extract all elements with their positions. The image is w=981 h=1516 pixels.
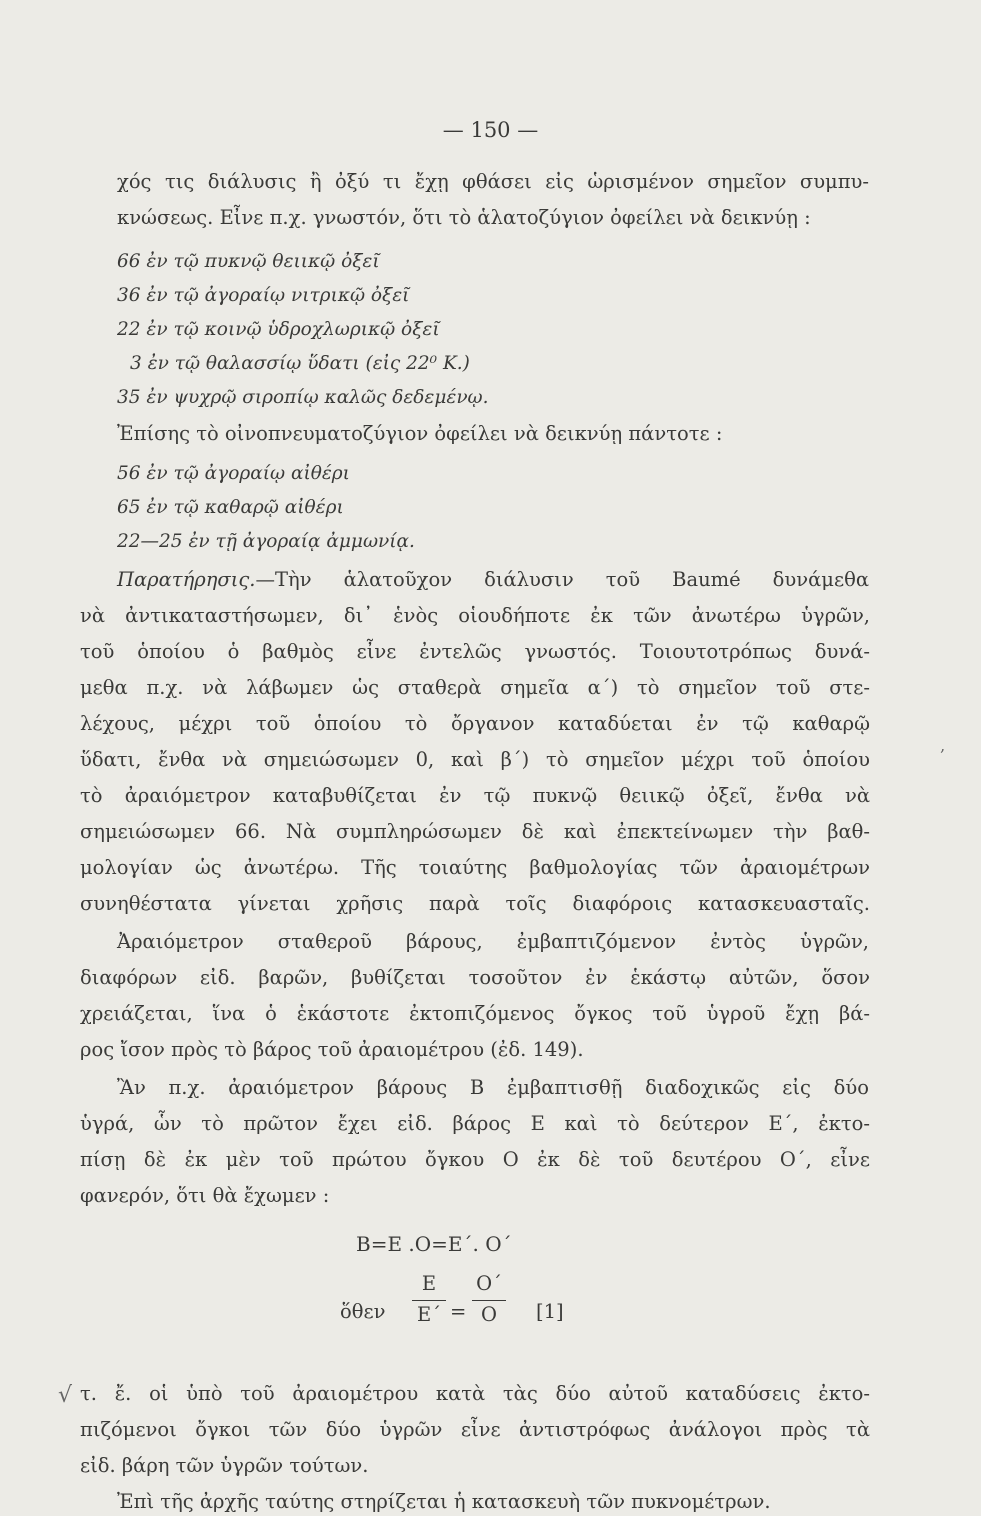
para3-line: ὑγρά, ὧν τὸ πρῶτον ἔχει εἰδ. βάρος Ε καὶ τὸ δεύτερον Ε΄, ἐκτο- xyxy=(80,1112,870,1135)
remark-text: —Τὴν ἁλατοῦχον διάλυσιν τοῦ Baumé δυνάμεθα xyxy=(255,568,869,591)
para4-line: τ. ἔ. οἱ ὑπὸ τοῦ ἀραιομέτρου κατὰ τὰς δύο αὐτοῦ καταδύσεις ἐκτο- xyxy=(80,1382,870,1405)
remark-line: νὰ ἀντικαταστήσωμεν, δι᾽ ἑνὸς οἱουδήποτε ἐκ τῶν ἀνωτέρω ὑγρῶν, xyxy=(80,604,870,627)
para5-line: Ἐπὶ τῆς ἀρχῆς ταύτης στηρίζεται ἡ κατασκευὴ τῶν πυκνομέτρων. xyxy=(117,1490,771,1513)
fraction-right-numerator: Ο΄ xyxy=(476,1272,502,1295)
remark-line: λέχους, μέχρι τοῦ ὁποίου τὸ ὄργανον καταδύεται ἐν τῷ καθαρῷ xyxy=(80,712,870,735)
fraction-right-denominator: Ο xyxy=(481,1303,497,1326)
para4-line: εἰδ. βάρη τῶν ὑγρῶν τούτων. xyxy=(80,1454,369,1477)
fraction-left-denominator: Ε΄ xyxy=(417,1303,441,1326)
equation-tag: [1] xyxy=(536,1300,564,1323)
equation-2 xyxy=(340,1270,600,1350)
fraction-left xyxy=(412,1270,446,1329)
list1-item: 3 ἐν τῷ θαλασσίῳ ὕδατι (εἰς 22⁰ Κ.) xyxy=(130,353,470,374)
para2-line: χρειάζεται, ἵνα ὁ ἑκάστοτε ἐκτοπιζόμενος ὄγκος τοῦ ὑγροῦ ἔχῃ βά- xyxy=(80,1002,870,1025)
list1-item: 22 ἐν τῷ κοινῷ ὑδροχλωρικῷ ὀξεῖ xyxy=(117,319,440,340)
para3-line: φανερόν, ὅτι θὰ ἔχωμεν : xyxy=(80,1184,330,1207)
also-line: Ἐπίσης τὸ οἰνοπνευματοζύγιον ὀφείλει νὰ δεικνύῃ πάντοτε : xyxy=(117,422,723,445)
remark-line: μεθα π.χ. νὰ λάβωμεν ὡς σταθερὰ σημεῖα α΄) τὸ σημεῖον τοῦ στε- xyxy=(80,676,870,699)
para2-line: ρος ἴσον πρὸς τὸ βάρος τοῦ ἀραιομέτρου (ἐδ. 149). xyxy=(80,1038,584,1061)
list2-item: 22—25 ἐν τῇ ἀγοραίᾳ ἀμμωνίᾳ. xyxy=(117,531,415,552)
remark-line: σημειώσωμεν 66. Νὰ συμπληρώσωμεν δὲ καὶ ἐπεκτείνωμεν τὴν βαθ- xyxy=(80,820,870,843)
list2-item: 65 ἐν τῷ καθαρῷ αἰθέρι xyxy=(117,497,344,518)
remark-line: τοῦ ὁποίου ὁ βαθμὸς εἶνε ἐντελῶς γνωστός. Τοιουτοτρόπως δυνά- xyxy=(80,640,870,663)
hence-word: ὅθεν xyxy=(340,1300,386,1323)
remark-line-1 xyxy=(117,566,869,594)
margin-tick-icon: ‚ xyxy=(940,736,946,755)
para2-line: Ἀραιόμετρον σταθεροῦ βάρους, ἐμβαπτιζόμενον ἐντὸς ὑγρῶν, xyxy=(117,930,869,953)
list1-item: 35 ἐν ψυχρῷ σιροπίῳ καλῶς δεδεμένῳ. xyxy=(117,387,489,408)
list2-item: 56 ἐν τῷ ἀγοραίῳ αἰθέρι xyxy=(117,463,350,484)
list1-item: 36 ἐν τῷ ἀγοραίῳ νιτρικῷ ὀξεῖ xyxy=(117,285,410,306)
fraction-left-numerator: Ε xyxy=(421,1272,437,1295)
equals-sign: = xyxy=(450,1300,467,1323)
list1-item: 66 ἐν τῷ πυκνῷ θειικῷ ὀξεῖ xyxy=(117,251,380,272)
remark-line: μολογίαν ὡς ἀνωτέρω. Τῆς τοιαύτης βαθμολογίας τῶν ἀραιομέτρων xyxy=(80,856,870,879)
intro-line-1: χός τις διάλυσις ἢ ὀξύ τι ἔχῃ φθάσει εἰς ὡρισμένον σημεῖον συμπυ- xyxy=(117,170,869,193)
margin-checkmark-icon: √ xyxy=(58,1383,73,1408)
remark-line: ὕδατι, ἔνθα νὰ σημειώσωμεν 0, καὶ β΄) τὸ σημεῖον μέχρι τοῦ ὁποίου xyxy=(80,748,870,771)
fraction-right xyxy=(472,1270,506,1329)
intro-line-2: κνώσεως. Εἶνε π.χ. γνωστόν, ὅτι τὸ ἁλατοζύγιον ὀφείλει νὰ δεικνύῃ : xyxy=(117,206,811,229)
para3-line: Ἂν π.χ. ἀραιόμετρον βάρους Β ἐμβαπτισθῇ διαδοχικῶς εἰς δύο xyxy=(117,1076,869,1099)
para3-line: πίσῃ δὲ ἐκ μὲν τοῦ πρώτου ὄγκου Ο ἐκ δὲ τοῦ δευτέρου Ο΄, εἶνε xyxy=(80,1148,870,1171)
remark-line: τὸ ἀραιόμετρον καταβυθίζεται ἐν τῷ πυκνῷ θειικῷ ὀξεῖ, ἔνθα νὰ xyxy=(80,784,870,807)
equation-1: Β=Ε .Ο=Ε΄. Ο΄ xyxy=(356,1232,512,1256)
para2-line: διαφόρων εἰδ. βαρῶν, βυθίζεται τοσοῦτον ἐν ἑκάστῳ αὐτῶν, ὅσον xyxy=(80,966,870,989)
remark-line: συνηθέστατα γίνεται χρῆσις παρὰ τοῖς διαφόροις κατασκευασταῖς. xyxy=(80,892,870,915)
page-number: — 150 — xyxy=(442,118,539,142)
para4-line: πιζόμενοι ὄγκοι τῶν δύο ὑγρῶν εἶνε ἀντιστρόφως ἀνάλογοι πρὸς τὰ xyxy=(80,1418,870,1441)
remark-label: Παρατήρησις. xyxy=(117,568,256,591)
